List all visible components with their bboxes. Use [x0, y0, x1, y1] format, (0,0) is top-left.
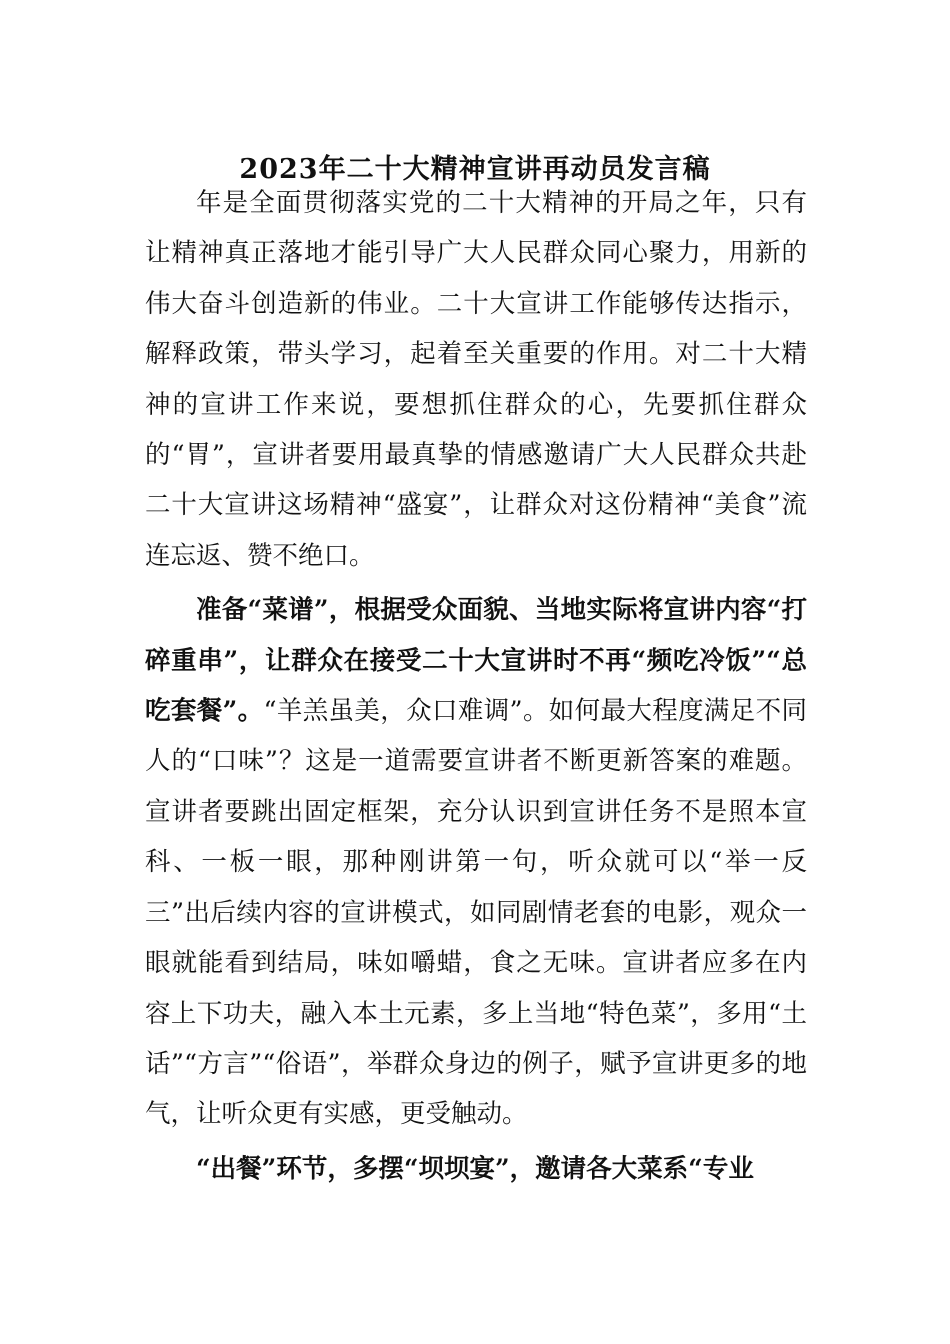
- paragraph-lead: 准备“菜谱”，根据受众面貌、当地实际将宣讲内容“打碎重串”，让群众在接受二十大宣讲时不再“频吃冷饭”“总吃套餐”。: [145, 595, 807, 727]
- document-title: 2023年二十大精神宣讲再动员发言稿: [239, 154, 711, 186]
- paragraph-lead: “出餐”环节，多摆“坝坝宴”，邀请各大菜系“专业: [196, 1153, 754, 1184]
- paragraph-intro: [145, 178, 807, 581]
- paragraph-serving: [145, 1144, 807, 1194]
- document-body: [145, 178, 807, 1194]
- paragraph-text: 年是全面贯彻落实党的二十大精神的开局之年，只有让精神真正落地才能引导广大人民群众同心聚力，用新的伟大奋斗创造新的伟业。二十大宣讲工作能够传达指示，解释政策，带头学习，起着至关重要的作用。对二十大精神的宣讲工作来说，要想抓住群众的心，先要抓住群众的“胃”，宣讲者要用最真挚的情感邀请广大人民群众共赴二十大宣讲这场精神“盛宴”，让群众对这份精神“美食”流连忘返、赞不绝口。: [145, 188, 807, 571]
- paragraph-menu: [145, 585, 807, 1139]
- paragraph-text: “羊羔虽美，众口难调”。如何最大程度满足不同人的“口味”？这是一道需要宣讲者不断更新答案的难题。宣讲者要跳出固定框架，充分认识到宣讲任务不是照本宣科、一板一眼，那种刚讲第一句，听众就可以“举一反三”出后续内容的宣讲模式，如同剧情老套的电影，观众一眼就能看到结局，味如嚼蜡，食之无味。宣讲者应多在内容上下功夫，融入本土元素，多上当地“特色菜”，多用“土话”“方言”“俗语”，举群众身边的例子，赋予宣讲更多的地气，让听众更有实感，更受触动。: [145, 696, 807, 1130]
